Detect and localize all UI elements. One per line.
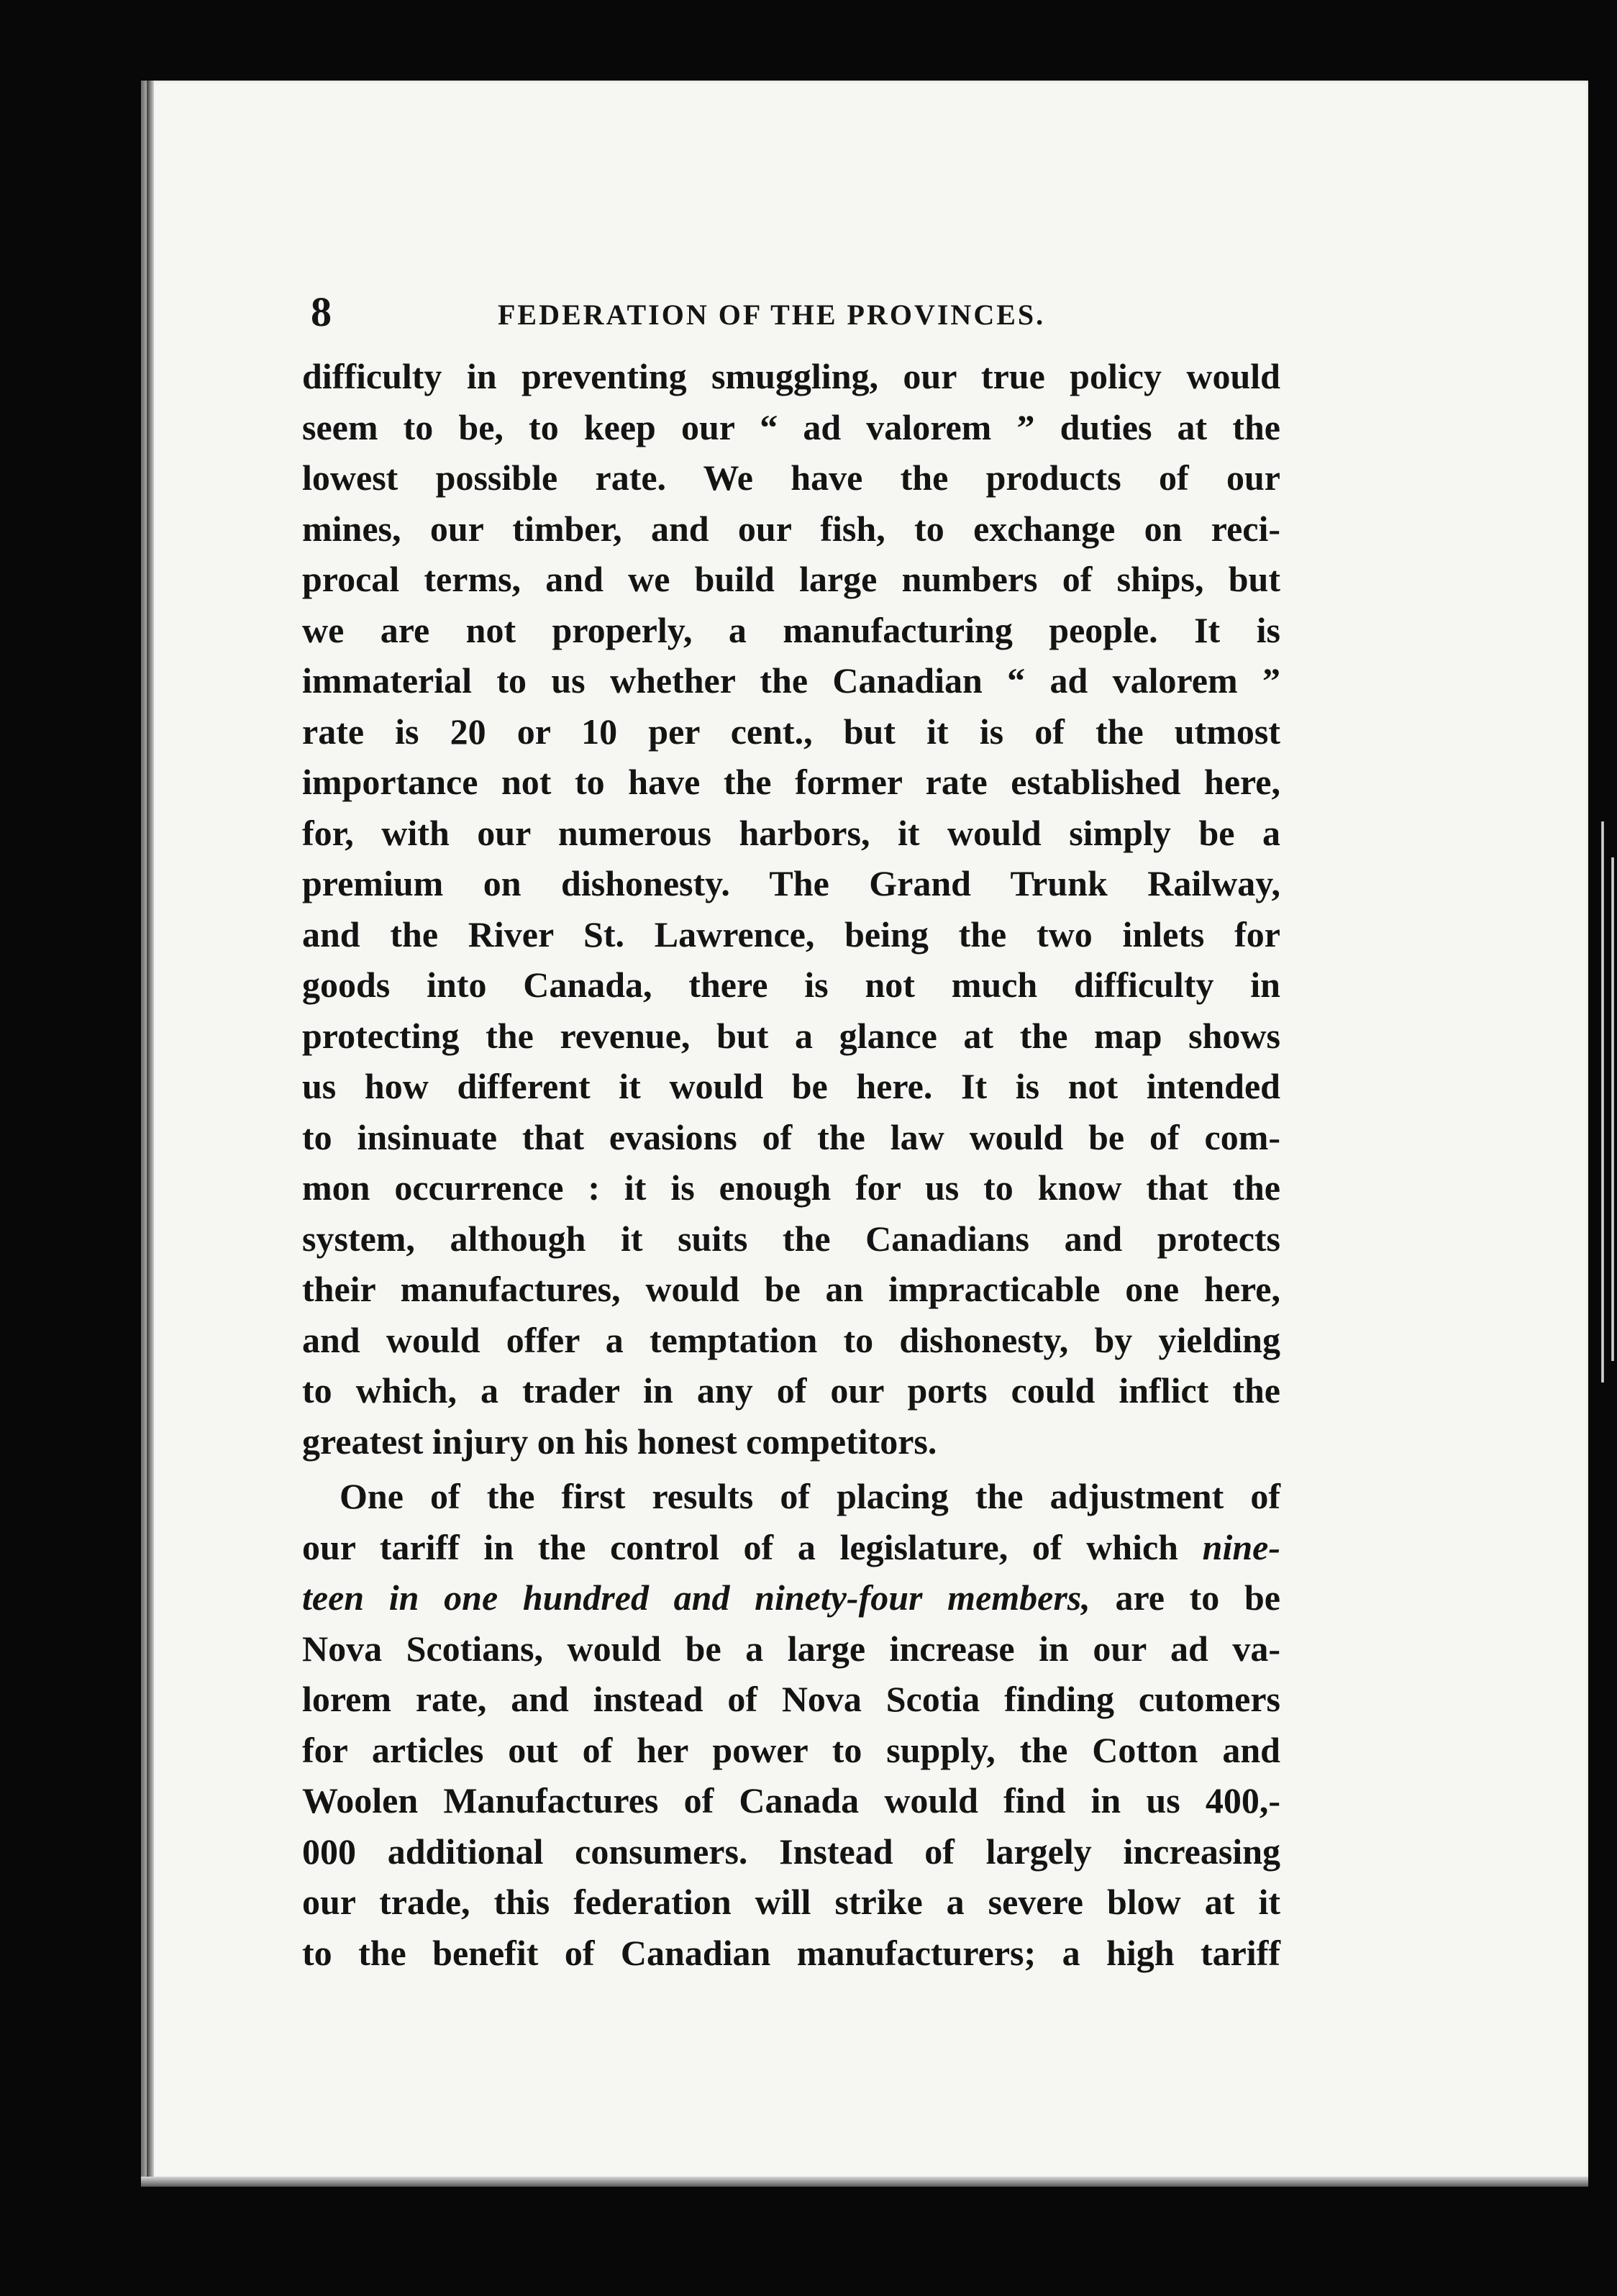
text-line: to insinuate that evasions of the law would be of com-: [302, 1116, 1280, 1157]
text-line: greatest injury on his honest competitors.: [302, 1421, 937, 1462]
text-line: immaterial to us whether the Canadian “ ad valorem ”: [302, 660, 1280, 701]
text-line: for, with our numerous harbors, it would simply be a: [302, 812, 1280, 853]
running-header: [311, 288, 1289, 338]
text-line: their manufactures, would be an impracticable one here,: [302, 1269, 1280, 1309]
text-line: to which, a trader in any of our ports could inflict the: [302, 1370, 1280, 1411]
body-text: [302, 351, 1280, 1978]
text-line: our trade, this federation will strike a severe blow at it: [302, 1882, 1280, 1922]
italic-text: teen in one hundred and ninety-four members,: [302, 1577, 1090, 1618]
paragraph: [302, 1471, 1280, 1978]
text-line: [302, 1572, 1280, 1623]
page-number: 8: [311, 288, 332, 335]
text-line: procal terms, and we build large numbers of ships, but: [302, 559, 1280, 599]
text-line: to the benefit of Canadian manufacturers; a high tariff: [302, 1932, 1280, 1973]
text-line: One of the first results of placing the adjustment of: [340, 1476, 1280, 1516]
text-line: mon occurrence : it is enough for us to know that the: [302, 1167, 1280, 1208]
text-line: goods into Canada, there is not much difficulty in: [302, 965, 1280, 1005]
text-line: [302, 1522, 1280, 1573]
text-line: Woolen Manufactures of Canada would find in us 400,-: [302, 1780, 1280, 1821]
text-line: difficulty in preventing smuggling, our true policy would: [302, 356, 1280, 396]
text-line: premium on dishonesty. The Grand Trunk Railway,: [302, 863, 1280, 903]
text-line: lowest possible rate. We have the products of our: [302, 457, 1280, 498]
text-line: mines, our timber, and our fish, to exchange on reci-: [302, 508, 1280, 549]
text-line: we are not properly, a manufacturing people. It is: [302, 609, 1280, 650]
text-line: and would offer a temptation to dishonesty, by yielding: [302, 1319, 1280, 1360]
text-line: Nova Scotians, would be a large increase in our ad va-: [302, 1628, 1280, 1669]
text-line: lorem rate, and instead of Nova Scotia finding cutomers: [302, 1679, 1280, 1719]
text-line: seem to be, to keep our “ ad valorem ” duties at the: [302, 406, 1280, 447]
running-title: FEDERATION OF THE PROVINCES.: [498, 299, 1046, 331]
text-line: 000 additional consumers. Instead of largely increasing: [302, 1831, 1280, 1872]
paragraph: [302, 351, 1280, 1467]
text-line: us how different it would be here. It is not intended: [302, 1066, 1280, 1106]
text-line: rate is 20 or 10 per cent., but it is of the utmost: [302, 711, 1280, 752]
text-line: system, although it suits the Canadians and protects: [302, 1218, 1280, 1259]
text-run: are to be: [1090, 1577, 1280, 1618]
text-line: importance not to have the former rate established here,: [302, 762, 1280, 802]
text-line: protecting the revenue, but a glance at the map shows: [302, 1015, 1280, 1056]
page-edge-line: [1611, 857, 1614, 1361]
text-run: our tariff in the control of a legislature, of which: [302, 1526, 1203, 1567]
italic-text: nine-: [1202, 1526, 1280, 1567]
page-edge-line: [1601, 821, 1604, 1382]
text-line: for articles out of her power to supply, the Cotton and: [302, 1729, 1280, 1770]
text-line: and the River St. Lawrence, being the two inlets for: [302, 914, 1280, 955]
